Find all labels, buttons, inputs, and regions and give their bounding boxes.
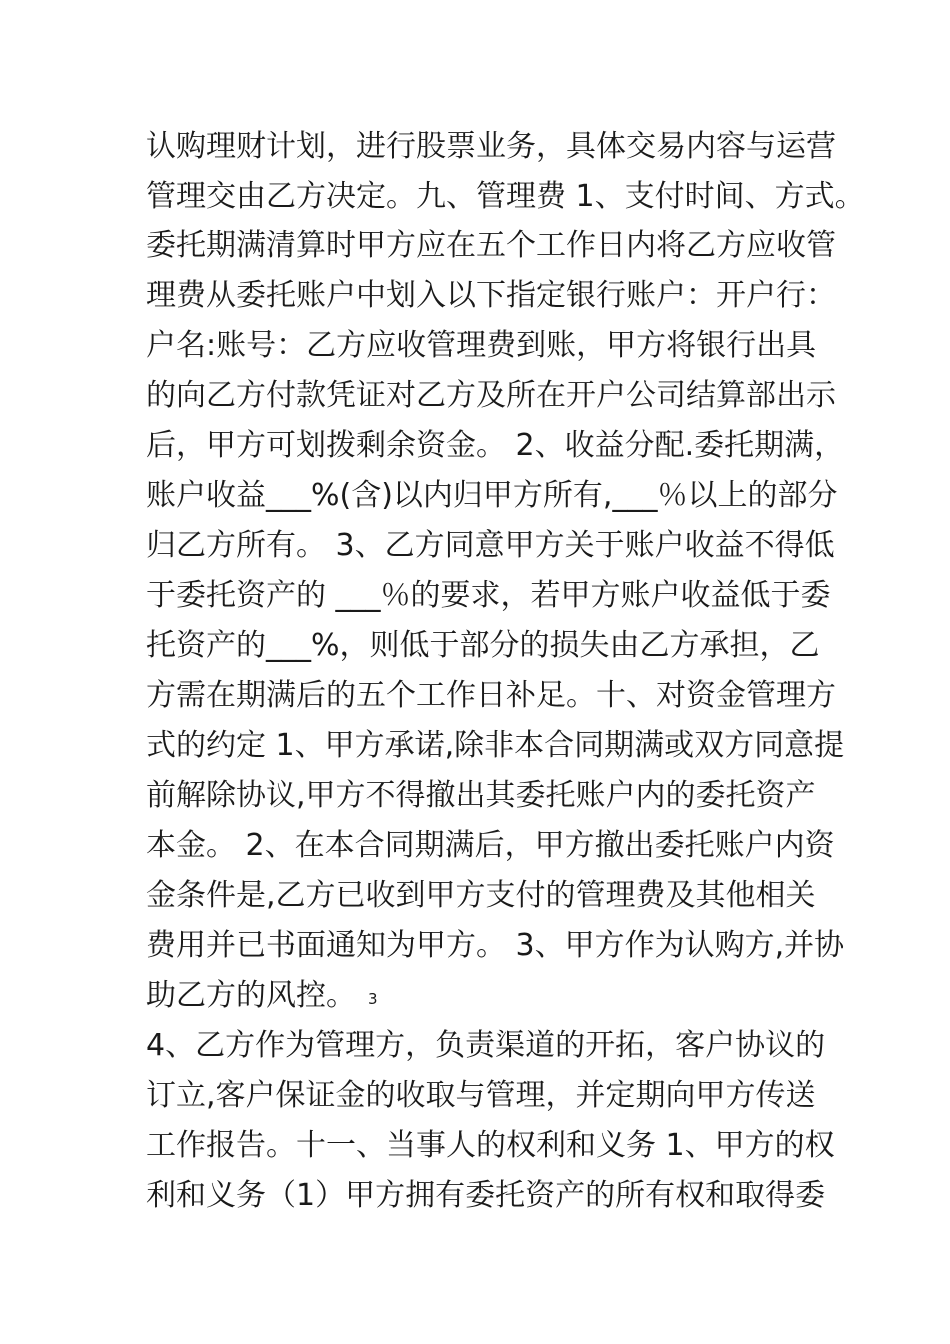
text-line: 金条件是,乙方已收到甲方支付的管理费及其他相关: [146, 878, 816, 913]
text-line: 账户收益___%(含)以内归甲方所有,___％以上的部分: [146, 478, 838, 513]
text-line: 归乙方所有。 3、乙方同意甲方关于账户收益不得低: [146, 528, 835, 563]
text-line: 式的约定 1、甲方承诺,除非本合同期满或双方同意提: [146, 728, 845, 763]
text-line: 本金。 2、在本合同期满后，甲方撤出委托账户内资: [146, 828, 835, 863]
text-line: 认购理财计划，进行股票业务，具体交易内容与运营: [146, 129, 836, 164]
text-line: 托资产的___%，则低于部分的损失由乙方承担，乙: [146, 628, 820, 663]
text-line: 委托期满清算时甲方应在五个工作日内将乙方应收管: [146, 228, 836, 263]
text-line: 订立,客户保证金的收取与管理，并定期向甲方传送: [146, 1078, 816, 1113]
text-line: 工作报告。十一、当事人的权利和义务 1、甲方的权: [146, 1128, 835, 1163]
text-line: 助乙方的风控。: [146, 978, 356, 1013]
text-line: 管理交由乙方决定。九、管理费 1、支付时间、方式。: [146, 179, 865, 214]
text-line: 户名:账号：乙方应收管理费到账，甲方将银行出具: [146, 328, 817, 363]
text-line: 后，甲方可划拨剩余资金。 2、收益分配.委托期满，: [146, 428, 845, 463]
text-line: 的向乙方付款凭证对乙方及所在开户公司结算部出示: [146, 378, 836, 413]
page-number: 3: [368, 990, 378, 1008]
text-line: 费用并已书面通知为甲方。 3、甲方作为认购方,并协: [146, 928, 845, 963]
text-line: 于委托资产的 ___％的要求，若甲方账户收益低于委: [146, 578, 831, 613]
text-line: 方需在期满后的五个工作日补足。十、对资金管理方: [146, 678, 836, 713]
text-line: 理费从委托账户中划入以下指定银行账户：开户行：: [146, 278, 836, 313]
text-line: 4、乙方作为管理方，负责渠道的开拓，客户协议的: [146, 1028, 826, 1063]
text-line: 利和义务（1）甲方拥有委托资产的所有权和取得委: [146, 1178, 826, 1213]
text-line: 前解除协议,甲方不得撤出其委托账户内的委托资产: [146, 778, 816, 813]
